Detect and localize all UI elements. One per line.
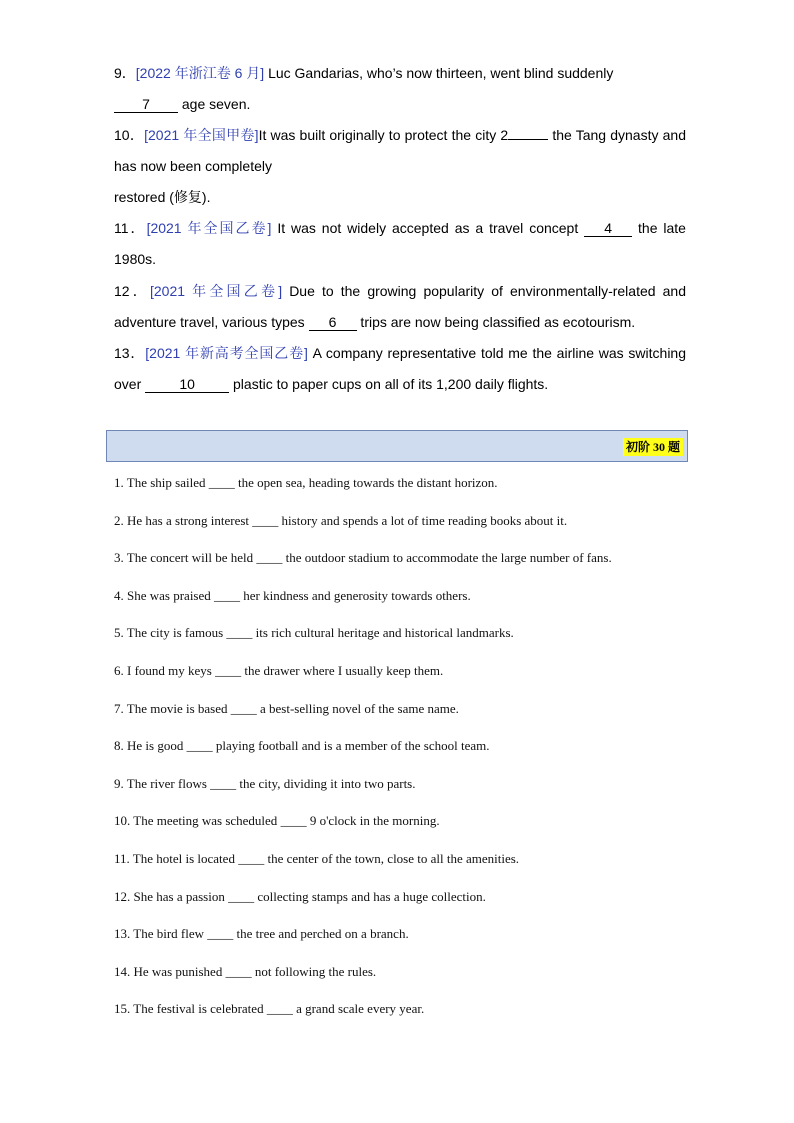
answer-blank: 4 (584, 220, 632, 237)
question-stem: 4. She was praised (114, 587, 211, 603)
level-badge: 初阶 30 题 (623, 438, 683, 456)
exam-question-13 (114, 338, 686, 400)
source-tag: [2022 年浙江卷 6 月] (135, 65, 265, 81)
answer-blank: 10 (145, 376, 229, 393)
exam-question-12 (114, 276, 686, 338)
answer-blank: ____ (215, 662, 242, 678)
question-stem: 3. The concert will be held (114, 550, 254, 566)
question-rest: a best-selling novel of the same name. (260, 700, 459, 716)
answer-blank (508, 139, 548, 140)
source-tag: [2021 年全国乙卷] (150, 283, 283, 299)
list-item (114, 512, 686, 550)
question-stem: 7. The movie is based (114, 700, 228, 716)
answer-blank: ____ (210, 775, 237, 791)
basic-question-list (114, 474, 686, 1038)
answer-blank: ____ (238, 850, 265, 866)
list-item (114, 549, 686, 587)
question-text: the late 1980s. (114, 220, 686, 267)
list-item (114, 812, 686, 850)
question-text: restored (修复). (114, 189, 211, 205)
question-stem: 6. I found my keys (114, 662, 212, 678)
answer-blank: 7 (114, 96, 178, 113)
answer-blank: ____ (280, 813, 307, 829)
list-item (114, 888, 686, 926)
question-stem: 1. The ship sailed (114, 475, 206, 490)
question-text: age seven. (178, 96, 251, 112)
exam-question-10 (114, 120, 686, 213)
question-rest: the city, dividing it into two parts. (239, 775, 416, 791)
question-text: It was not widely accepted as a travel concept (271, 220, 585, 236)
list-item (114, 963, 686, 1001)
answer-blank: ____ (208, 475, 235, 490)
section-header (106, 430, 688, 462)
source-tag: [2021 年全国甲卷] (144, 127, 259, 143)
question-rest: history and spends a lot of time reading books about it. (281, 512, 568, 528)
question-rest: her kindness and generosity towards others. (243, 587, 471, 603)
source-tag: [2021 年全国乙卷] (146, 220, 272, 236)
list-item (114, 662, 686, 700)
question-rest: the open sea, heading towards the distant horizon. (237, 475, 498, 490)
question-rest: the outdoor stadium to accommodate the large number of fans. (285, 550, 612, 566)
question-stem: 5. The city is famous (114, 625, 224, 641)
question-stem: 9. The river flows (114, 775, 207, 791)
source-tag: [2021 年新高考全国乙卷] (145, 345, 308, 361)
question-text: A company representative told me the airline was switching over (114, 345, 686, 392)
answer-blank: ____ (186, 738, 213, 754)
question-stem: 2. He has a strong interest (114, 512, 250, 528)
question-stem: 12. She has a passion (114, 888, 225, 904)
list-item (114, 700, 686, 738)
answer-blank: ____ (256, 550, 283, 566)
question-text: plastic to paper cups on all of its 1,200 daily flights. (229, 376, 549, 392)
list-item (114, 775, 686, 813)
question-text: It was built originally to protect the city 2 (258, 127, 509, 143)
list-item (114, 587, 686, 625)
list-item (114, 624, 686, 662)
question-number: 13． (114, 345, 146, 361)
question-stem: 11. The hotel is located (114, 850, 235, 866)
question-stem: 14. He was punished (114, 963, 223, 979)
answer-blank: ____ (228, 888, 255, 904)
answer-blank: ____ (226, 625, 253, 641)
question-number: 10． (114, 127, 145, 143)
question-stem: 15. The festival is celebrated (114, 1001, 264, 1017)
question-rest: a grand scale every year. (296, 1001, 425, 1017)
answer-blank: ____ (230, 700, 257, 716)
question-rest: playing football and is a member of the school team. (215, 738, 490, 754)
question-rest: the center of the town, close to all the amenities. (267, 850, 520, 866)
question-number: 11． (114, 220, 147, 236)
answer-blank: ____ (214, 587, 241, 603)
question-stem: 10. The meeting was scheduled (114, 813, 278, 829)
answer-blank: ____ (252, 512, 279, 528)
question-number: 12． (114, 283, 150, 299)
question-stem: 8. He is good (114, 738, 184, 754)
answer-blank: ____ (207, 926, 234, 942)
list-item (114, 925, 686, 963)
question-text: the Tang dynasty and has now been completely (114, 127, 687, 174)
answer-blank: ____ (266, 1001, 293, 1017)
question-rest: the drawer where I usually keep them. (244, 662, 444, 678)
question-rest: the tree and perched on a branch. (236, 926, 409, 942)
answer-blank: ____ (225, 963, 252, 979)
exam-question-9 (114, 58, 686, 120)
answer-blank: 6 (309, 314, 357, 331)
question-text: Due to the growing popularity of environmentally-related and adventure travel, various types (114, 283, 686, 330)
question-rest: collecting stamps and has a huge collection. (257, 888, 486, 904)
question-text: trips are now being classified as ecotourism. (356, 314, 636, 330)
list-item (114, 850, 686, 888)
list-item (114, 737, 686, 775)
question-rest: its rich cultural heritage and historical landmarks. (255, 625, 514, 641)
exam-question-11 (114, 213, 686, 275)
question-number: 9． (114, 65, 136, 81)
question-rest: not following the rules. (254, 963, 377, 979)
list-item (114, 474, 686, 512)
question-stem: 13. The bird flew (114, 926, 205, 942)
question-text: Luc Gandarias, who’s now thirteen, went blind suddenly (264, 65, 614, 81)
list-item (114, 1000, 686, 1038)
question-rest: 9 o'clock in the morning. (309, 813, 440, 829)
